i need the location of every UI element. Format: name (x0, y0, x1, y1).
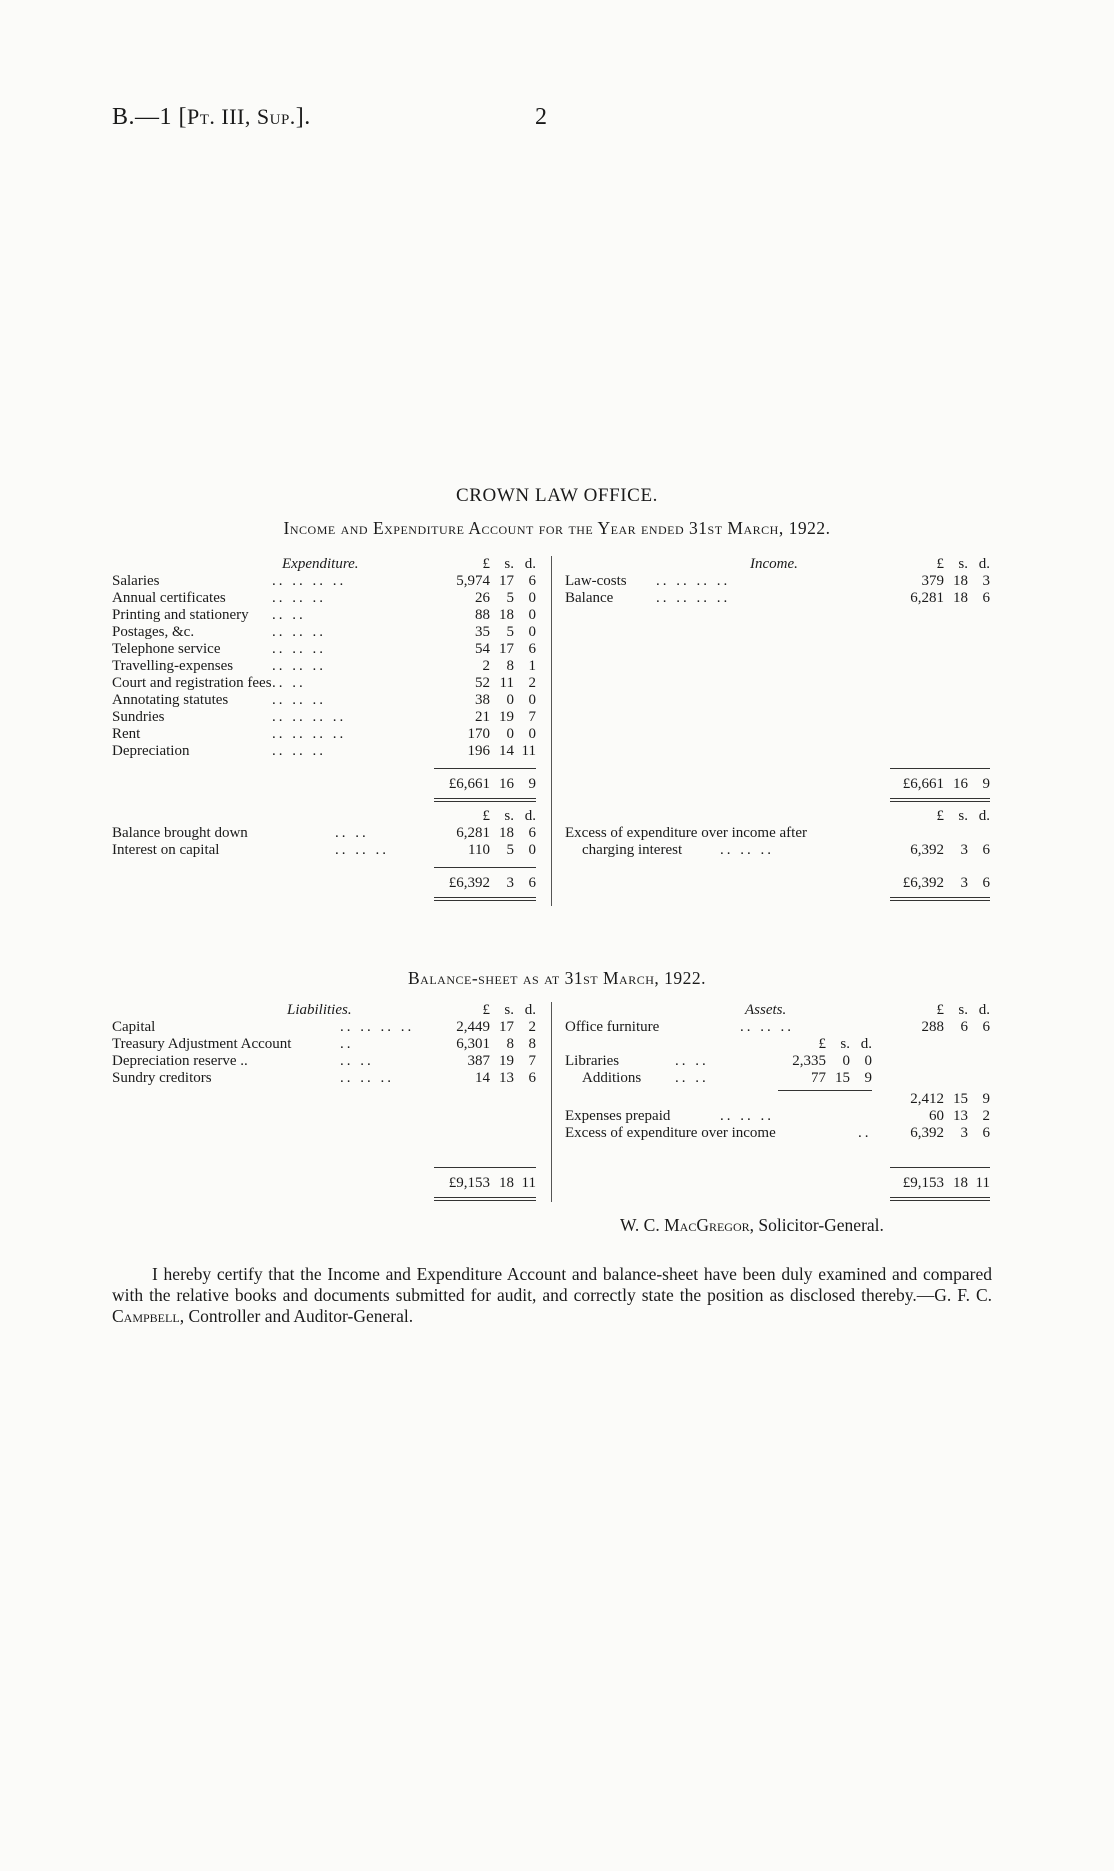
liability-row-amount-shillings: 13 (499, 1070, 514, 1086)
income-row-amount-shillings: 18 (953, 573, 968, 589)
currency-header-pounds: £ (936, 808, 944, 824)
currency-header-pounds: £ (482, 556, 490, 572)
expenditure-row-dots: .. .. .. (272, 624, 326, 640)
second-left-total-pence: 6 (528, 875, 536, 891)
income-total-shillings: 16 (953, 776, 968, 792)
libraries-subtotal-pence: 9 (982, 1091, 990, 1107)
expenditure-total-rule (434, 768, 536, 769)
expenditure-row-amount-pence: 11 (521, 743, 536, 759)
signature-line (620, 1215, 884, 1236)
excess-amount-pence: 6 (982, 1125, 990, 1141)
second-right-total (886, 875, 990, 892)
excess-amount-pounds: 6,392 (910, 1125, 944, 1141)
currency-header-pence: d. (978, 556, 990, 572)
expenses-prepaid-label: Expenses prepaid (565, 1108, 671, 1124)
liabilities-total (432, 1175, 536, 1192)
liability-row-amount-pence: 6 (528, 1070, 536, 1086)
carried-row-amount-pence: 6 (528, 825, 536, 841)
assets-double-rule-bottom (890, 1200, 990, 1201)
currency-header-shillings: s. (504, 808, 514, 824)
excess-after-interest-amount-shillings: 3 (960, 842, 968, 858)
currency-header-pence: d. (524, 808, 536, 824)
additions-amount (768, 1070, 872, 1087)
liabilities-total-pence: 11 (521, 1175, 536, 1191)
bs-column-divider (551, 1002, 552, 1202)
liabilities-currency-headers (432, 1002, 536, 1019)
liabilities-total-pounds: £9,153 (448, 1175, 490, 1191)
expenditure-row-amount-pounds: 88 (475, 607, 490, 623)
expenditure-row-amount-pence: 0 (528, 726, 536, 742)
second-left-double-rule-bottom (434, 900, 536, 901)
second-right-double-rule-top (890, 897, 990, 898)
currency-header-shillings: s. (958, 1002, 968, 1018)
liability-row-amount-shillings: 17 (499, 1019, 514, 1035)
liabilities-total-shillings: 18 (499, 1175, 514, 1191)
income-row-amount (886, 590, 990, 607)
income-row-amount (886, 573, 990, 590)
income-total-rule (890, 768, 990, 769)
office-furniture-amount-pounds: 288 (921, 1019, 944, 1035)
liability-row-label: Sundry creditors (112, 1070, 212, 1086)
income-total-pence: 9 (982, 776, 990, 792)
expenditure-row-amount-shillings: 19 (499, 709, 514, 725)
liability-row-dots: .. .. .. .. (340, 1019, 415, 1035)
reference-prefix: B.—1 [ (112, 104, 187, 130)
expenditure-row-amount-shillings: 0 (506, 692, 514, 708)
certification-text: I hereby certify that the Income and Expenditure Account and balance-sheet have been duly examined and compared with the relative books and documents submitted for audit, and correctly state the position as disclosed thereby.—G. F. C. (112, 1264, 992, 1305)
expenditure-row-amount-pounds: 21 (475, 709, 490, 725)
expenditure-total-double-rule-bottom (434, 801, 536, 802)
liability-row-amount-pounds: 6,301 (456, 1036, 490, 1052)
expenditure-row-amount (432, 675, 536, 692)
expenditure-row-amount-shillings: 0 (506, 726, 514, 742)
excess-amount (886, 1125, 990, 1142)
libraries-dots: .. .. (675, 1053, 709, 1069)
libraries-currency-headers (768, 1036, 872, 1053)
expenditure-row-amount-pounds: 35 (475, 624, 490, 640)
liabilities-double-rule-bottom (434, 1200, 536, 1201)
expenses-prepaid-amount-shillings: 13 (953, 1108, 968, 1124)
income-row-amount-shillings: 18 (953, 590, 968, 606)
second-left-double-rule-top (434, 897, 536, 898)
expenditure-row-amount-pence: 7 (528, 709, 536, 725)
carried-row-amount (432, 842, 536, 859)
liability-row-amount (432, 1019, 536, 1036)
expenditure-row-dots: .. .. .. .. (272, 709, 347, 725)
liabilities-total-rule (434, 1167, 536, 1168)
second-right-double-rule-bottom (890, 900, 990, 901)
income-total-double-rule-bottom (890, 801, 990, 802)
expenditure-row-label: Sundries (112, 709, 165, 725)
carried-row-dots: .. .. (335, 825, 369, 841)
expenditure-row-amount (432, 726, 536, 743)
libraries-label: Libraries (565, 1053, 620, 1069)
additions-amount-shillings: 15 (835, 1070, 850, 1086)
office-furniture-amount (886, 1019, 990, 1036)
second-left-total (432, 875, 536, 892)
office-furniture-label: Office furniture (565, 1019, 660, 1035)
second-left-currency-headers (432, 808, 536, 825)
excess-after-interest-amount-pounds: 6,392 (910, 842, 944, 858)
currency-header-shillings: s. (504, 556, 514, 572)
liability-row-dots: .. .. (340, 1053, 374, 1069)
expenditure-row-amount (432, 624, 536, 641)
carried-row-amount-shillings: 18 (499, 825, 514, 841)
second-right-total-pounds: £6,392 (902, 875, 944, 891)
libraries-amount-pounds: 2,335 (792, 1053, 826, 1069)
signature-name: MacGregor (664, 1215, 750, 1235)
liability-row-amount (432, 1036, 536, 1053)
expenditure-row-amount-pence: 0 (528, 692, 536, 708)
expenditure-row-label: Printing and stationery (112, 607, 249, 623)
libraries-subtotal-rule (778, 1090, 872, 1091)
expenditure-row-dots: .. .. .. (272, 590, 326, 606)
income-row-amount-pounds: 379 (921, 573, 944, 589)
liability-row-label: Treasury Adjustment Account (112, 1036, 292, 1052)
excess-dots: .. (858, 1125, 872, 1141)
expenditure-row-amount (432, 573, 536, 590)
expenditure-row-amount-shillings: 17 (499, 573, 514, 589)
expenditure-row-label: Annotating statutes (112, 692, 229, 708)
expenditure-row-amount-pence: 0 (528, 607, 536, 623)
expenditure-row-amount-shillings: 8 (506, 658, 514, 674)
income-row-amount-pence: 3 (982, 573, 990, 589)
expenditure-heading: Expenditure. (282, 556, 359, 572)
document-reference (112, 104, 311, 131)
expenditure-row-amount-shillings: 14 (499, 743, 514, 759)
additions-label: Additions (582, 1070, 642, 1086)
signature-title: , Solicitor-General. (749, 1215, 884, 1235)
second-left-total-rule (434, 867, 536, 868)
carried-row-amount (432, 825, 536, 842)
expenditure-row-label: Annual certificates (112, 590, 226, 606)
expenditure-row-amount-pounds: 2 (482, 658, 490, 674)
currency-header-pounds: £ (936, 556, 944, 572)
currency-header-pence: d. (524, 1002, 536, 1018)
expenditure-row-amount-pounds: 26 (475, 590, 490, 606)
assets-heading: Assets. (745, 1002, 787, 1018)
expenditure-row-dots: .. .. .. (272, 658, 326, 674)
liability-row-amount (432, 1053, 536, 1070)
expenditure-row-amount-shillings: 17 (499, 641, 514, 657)
currency-header-pence: d. (860, 1036, 872, 1052)
income-total (886, 776, 990, 793)
assets-total-rule (890, 1167, 990, 1168)
excess-after-interest-line2: charging interest (582, 842, 683, 858)
ie-column-divider (551, 556, 552, 906)
assets-total-shillings: 18 (953, 1175, 968, 1191)
libraries-subtotal-pounds: 2,412 (910, 1091, 944, 1107)
expenditure-row-amount-shillings: 11 (499, 675, 514, 691)
expenditure-row-label: Depreciation (112, 743, 190, 759)
expenditure-row-amount-pounds: 54 (475, 641, 490, 657)
expenditure-row-amount-pence: 1 (528, 658, 536, 674)
expenditure-row-amount (432, 641, 536, 658)
expenditure-row-amount-pounds: 52 (475, 675, 490, 691)
carried-row-label: Interest on capital (112, 842, 220, 858)
expenditure-row-amount (432, 709, 536, 726)
liability-row-amount-shillings: 19 (499, 1053, 514, 1069)
carried-row-amount-pounds: 6,281 (456, 825, 490, 841)
expenditure-row-label: Salaries (112, 573, 160, 589)
income-total-double-rule-top (890, 798, 990, 799)
expenditure-row-amount (432, 607, 536, 624)
expenditure-row-label: Travelling-expenses (112, 658, 234, 674)
excess-after-interest-amount (886, 842, 990, 859)
liability-row-label: Depreciation reserve .. (112, 1053, 248, 1069)
income-currency-headers (886, 556, 990, 573)
currency-header-shillings: s. (958, 556, 968, 572)
expenses-prepaid-amount-pence: 2 (982, 1108, 990, 1124)
balance-sheet-title: Balance-sheet as at 31st March, 1922. (407, 968, 707, 988)
assets-total-pence: 11 (975, 1175, 990, 1191)
additions-amount-pence: 9 (864, 1070, 872, 1086)
office-furniture-dots: .. .. .. (740, 1019, 794, 1035)
expenditure-row-amount-pence: 2 (528, 675, 536, 691)
income-account-title: Income and Expenditure Account for the Year ended 31st March, 1922. (283, 518, 831, 538)
expenditure-row-amount-shillings: 18 (499, 607, 514, 623)
expenditure-total-pounds: £6,661 (448, 776, 490, 792)
liabilities-heading: Liabilities. (287, 1002, 352, 1018)
libraries-subtotal-shillings: 15 (953, 1091, 968, 1107)
excess-after-interest-amount-pence: 6 (982, 842, 990, 858)
excess-after-interest-dots: .. .. .. (720, 842, 774, 858)
expenditure-currency-headers (432, 556, 536, 573)
assets-total-pounds: £9,153 (902, 1175, 944, 1191)
expenditure-total (432, 776, 536, 793)
expenditure-row-label: Postages, &c. (112, 624, 195, 640)
liability-row-dots: .. .. .. (340, 1070, 394, 1086)
liability-row-amount-pounds: 14 (475, 1070, 490, 1086)
carried-row-amount-pounds: 110 (468, 842, 490, 858)
certification-paragraph (112, 1264, 992, 1327)
additions-amount-pounds: 77 (811, 1070, 826, 1086)
liability-row-amount-pounds: 387 (467, 1053, 490, 1069)
expenditure-row-amount (432, 743, 536, 760)
carried-row-amount-shillings: 5 (506, 842, 514, 858)
office-title: CROWN LAW OFFICE. (455, 485, 659, 506)
expenditure-row-amount-pounds: 5,974 (456, 573, 490, 589)
assets-total (886, 1175, 990, 1192)
currency-header-shillings: s. (504, 1002, 514, 1018)
expenses-prepaid-amount (886, 1108, 990, 1125)
income-row-label: Law-costs (565, 573, 627, 589)
expenditure-total-pence: 9 (528, 776, 536, 792)
liability-row-amount-pence: 7 (528, 1053, 536, 1069)
liability-row-amount-shillings: 8 (506, 1036, 514, 1052)
currency-header-pounds: £ (936, 1002, 944, 1018)
carried-row-amount-pence: 0 (528, 842, 536, 858)
expenditure-row-amount (432, 590, 536, 607)
income-row-amount-pence: 6 (982, 590, 990, 606)
carried-row-dots: .. .. .. (335, 842, 389, 858)
libraries-amount-shillings: 0 (842, 1053, 850, 1069)
expenditure-row-amount-shillings: 5 (506, 624, 514, 640)
expenditure-total-shillings: 16 (499, 776, 514, 792)
expenditure-row-amount-pence: 0 (528, 590, 536, 606)
currency-header-pounds: £ (482, 1002, 490, 1018)
excess-after-interest-line1: Excess of expenditure over income after (565, 825, 807, 841)
liability-row-amount-pence: 2 (528, 1019, 536, 1035)
income-row-label: Balance (565, 590, 614, 606)
expenses-prepaid-amount-pounds: 60 (929, 1108, 944, 1124)
expenditure-row-dots: .. .. .. .. (272, 726, 347, 742)
expenditure-row-label: Rent (112, 726, 141, 742)
libraries-subtotal (886, 1091, 990, 1108)
signature-initials: W. C. (620, 1215, 665, 1235)
liability-row-dots: .. (340, 1036, 354, 1052)
currency-header-shillings: s. (958, 808, 968, 824)
additions-dots: .. .. (675, 1070, 709, 1086)
expenditure-row-amount-shillings: 5 (506, 590, 514, 606)
auditor-name: Campbell (112, 1306, 180, 1326)
expenditure-row-amount (432, 658, 536, 675)
reference-suffix: ]. (295, 104, 311, 130)
excess-amount-shillings: 3 (960, 1125, 968, 1141)
libraries-amount (768, 1053, 872, 1070)
expenditure-row-amount-pounds: 38 (475, 692, 490, 708)
second-left-total-shillings: 3 (506, 875, 514, 891)
expenditure-row-amount-pence: 6 (528, 573, 536, 589)
expenditure-row-amount-pence: 0 (528, 624, 536, 640)
income-row-amount-pounds: 6,281 (910, 590, 944, 606)
expenditure-row-dots: .. .. .. .. (272, 573, 347, 589)
liability-row-amount (432, 1070, 536, 1087)
expenditure-row-label: Court and registration fees (112, 675, 272, 691)
office-furniture-amount-shillings: 6 (960, 1019, 968, 1035)
expenditure-row-amount (432, 692, 536, 709)
currency-header-pence: d. (524, 556, 536, 572)
liability-row-label: Capital (112, 1019, 156, 1035)
expenditure-row-dots: .. .. (272, 607, 306, 623)
office-furniture-amount-pence: 6 (982, 1019, 990, 1035)
currency-header-shillings: s. (840, 1036, 850, 1052)
income-row-dots: .. .. .. .. (656, 590, 731, 606)
expenses-prepaid-dots: .. .. .. (720, 1108, 774, 1124)
excess-label: Excess of expenditure over income (565, 1125, 776, 1141)
libraries-amount-pence: 0 (864, 1053, 872, 1069)
currency-header-pence: d. (978, 808, 990, 824)
second-right-total-pence: 6 (982, 875, 990, 891)
expenditure-row-label: Telephone service (112, 641, 221, 657)
currency-header-pounds: £ (482, 808, 490, 824)
income-heading: Income. (750, 556, 798, 572)
liability-row-amount-pounds: 2,449 (456, 1019, 490, 1035)
expenditure-total-double-rule-top (434, 798, 536, 799)
auditor-title: , Controller and Auditor-General. (179, 1306, 414, 1326)
carried-row-label: Balance brought down (112, 825, 248, 841)
liabilities-double-rule-top (434, 1197, 536, 1198)
assets-double-rule-top (890, 1197, 990, 1198)
expenditure-row-dots: .. .. .. (272, 692, 326, 708)
expenditure-row-dots: .. .. .. (272, 743, 326, 759)
reference-part: Pt. III, Sup. (187, 104, 296, 129)
income-total-pounds: £6,661 (902, 776, 944, 792)
expenditure-row-amount-pounds: 196 (467, 743, 490, 759)
income-row-dots: .. .. .. .. (656, 573, 731, 589)
currency-header-pounds: £ (818, 1036, 826, 1052)
expenditure-row-amount-pence: 6 (528, 641, 536, 657)
expenditure-row-amount-pounds: 170 (467, 726, 490, 742)
second-left-total-pounds: £6,392 (448, 875, 490, 891)
second-right-currency-headers (886, 808, 990, 825)
currency-header-pence: d. (978, 1002, 990, 1018)
assets-currency-headers (886, 1002, 990, 1019)
second-right-total-shillings: 3 (960, 875, 968, 891)
expenditure-row-dots: .. .. .. (272, 641, 326, 657)
liability-row-amount-pence: 8 (528, 1036, 536, 1052)
expenditure-row-dots: .. .. (272, 675, 306, 691)
page-number: 2 (535, 104, 547, 130)
